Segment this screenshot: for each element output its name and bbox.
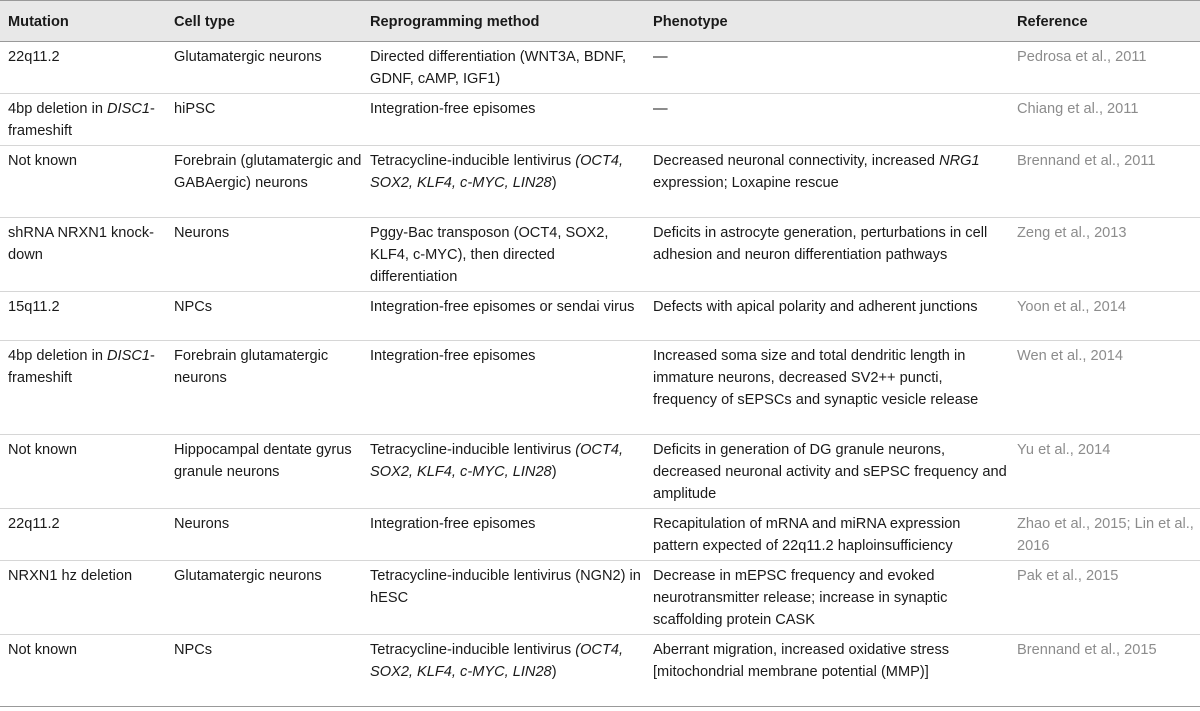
mutation-cell: [0, 94, 166, 146]
reference-cell: Yu et al., 2014: [1009, 435, 1200, 509]
text-segment: Tetracycline-inducible lentivirus: [370, 153, 576, 169]
text-segment: NPCs: [174, 642, 213, 658]
method-cell: [362, 635, 645, 707]
text-segment: Deficits in astrocyte generation, perturbations in cell adhesion and neuron differentiation pathways: [653, 225, 988, 263]
text-segment: —: [653, 101, 668, 117]
reference-cell: Zhao et al., 2015; Lin et al., 2016: [1009, 509, 1200, 561]
reference-cell: Pak et al., 2015: [1009, 561, 1200, 635]
text-segment: Glutamatergic neurons: [174, 568, 322, 584]
text-segment: - frameshift: [8, 101, 155, 139]
table-row: [0, 218, 1200, 292]
text-segment: Hippocampal dentate gyrus granule neurons: [174, 442, 352, 480]
italic-text: (OCT4, SOX2, KLF4, c-MYC, LIN28: [370, 642, 624, 680]
text-segment: Deficits in generation of DG granule neurons, decreased neuronal activity and sEPSC frequency and amplitude: [653, 442, 1007, 502]
text-segment: 15q11.2: [8, 299, 60, 315]
text-segment: Tetracycline-inducible lentivirus: [370, 642, 576, 658]
text-segment: Not known: [8, 153, 77, 169]
text-segment: Recapitulation of mRNA and miRNA expression pattern expected of 22q11.2 haploinsufficiency: [653, 516, 961, 554]
text-segment: Integration-free episomes: [370, 101, 536, 117]
phenotype-cell: [645, 561, 1009, 635]
phenotype-cell: [645, 635, 1009, 707]
table-header: [0, 1, 1200, 42]
header-mutation: Mutation: [0, 1, 166, 42]
method-cell: [362, 42, 645, 94]
text-segment: Decrease in mEPSC frequency and evoked neurotransmitter release; increase in synaptic scaffolding protein CASK: [653, 568, 948, 628]
cell-type-cell: [166, 218, 362, 292]
mutation-cell: [0, 561, 166, 635]
italic-text: NRG1: [939, 153, 980, 169]
phenotype-cell: [645, 42, 1009, 94]
table-row: [0, 341, 1200, 435]
reference-cell: Brennand et al., 2011: [1009, 146, 1200, 218]
header-reference: Reference: [1009, 1, 1200, 42]
mutation-cell: [0, 341, 166, 435]
text-segment: hiPSC: [174, 101, 216, 117]
cell-type-cell: [166, 435, 362, 509]
mutation-cell: [0, 146, 166, 218]
reference-cell: Zeng et al., 2013: [1009, 218, 1200, 292]
table-row: [0, 146, 1200, 218]
text-segment: ): [551, 664, 557, 680]
table-row: [0, 435, 1200, 509]
cell-type-cell: [166, 292, 362, 341]
text-segment: Integration-free episomes: [370, 348, 536, 364]
phenotype-cell: [645, 292, 1009, 341]
text-segment: Aberrant migration, increased oxidative stress [mitochondrial membrane potential (MMP)]: [653, 642, 950, 680]
method-cell: [362, 435, 645, 509]
phenotype-cell: [645, 509, 1009, 561]
text-segment: Not known: [8, 442, 77, 458]
method-cell: [362, 561, 645, 635]
cell-type-cell: [166, 146, 362, 218]
text-segment: 22q11.2: [8, 49, 60, 65]
text-segment: 4bp deletion in: [8, 348, 107, 364]
text-segment: Integration-free episomes or sendai virus: [370, 299, 635, 315]
table-row: [0, 635, 1200, 707]
header-row: [0, 1, 1200, 42]
text-segment: Integration-free episomes: [370, 516, 536, 532]
phenotype-cell: [645, 218, 1009, 292]
header-phenotype: Phenotype: [645, 1, 1009, 42]
text-segment: 22q11.2: [8, 516, 60, 532]
italic-text: (OCT4, SOX2, KLF4, c-MYC, LIN28: [370, 442, 624, 480]
method-cell: [362, 509, 645, 561]
italic-text: (OCT4, SOX2, KLF4, c-MYC, LIN28: [370, 153, 624, 191]
text-segment: expression; Loxapine rescue: [653, 175, 839, 191]
text-segment: 4bp deletion in: [8, 101, 107, 117]
cell-type-cell: [166, 635, 362, 707]
text-segment: Neurons: [174, 516, 230, 532]
text-segment: Tetracycline-inducible lentivirus (NGN2) in hESC: [370, 568, 641, 606]
text-segment: Decreased neuronal connectivity, increased: [653, 153, 940, 169]
cell-type-cell: [166, 94, 362, 146]
table-row: [0, 292, 1200, 341]
cell-type-cell: [166, 509, 362, 561]
text-segment: ): [551, 464, 557, 480]
phenotype-cell: [645, 341, 1009, 435]
text-segment: Defects with apical polarity and adherent junctions: [653, 299, 978, 315]
text-segment: Increased soma size and total dendritic length in immature neurons, decreased SV2++ puncti, frequency of sEPSCs and synaptic vesicle release: [653, 348, 979, 408]
reference-cell: Wen et al., 2014: [1009, 341, 1200, 435]
cell-type-cell: [166, 42, 362, 94]
method-cell: [362, 146, 645, 218]
method-cell: [362, 292, 645, 341]
method-cell: [362, 94, 645, 146]
mutation-cell: [0, 292, 166, 341]
reference-cell: Brennand et al., 2015: [1009, 635, 1200, 707]
text-segment: Glutamatergic neurons: [174, 49, 322, 65]
table-body: [0, 42, 1200, 707]
table-row: [0, 94, 1200, 146]
method-cell: [362, 341, 645, 435]
reference-cell: Chiang et al., 2011: [1009, 94, 1200, 146]
italic-text: DISC1: [107, 348, 150, 364]
reference-cell: Yoon et al., 2014: [1009, 292, 1200, 341]
table-row: [0, 509, 1200, 561]
text-segment: ): [551, 175, 557, 191]
text-segment: shRNA NRXN1 knock-down: [8, 225, 154, 263]
mutation-cell: [0, 218, 166, 292]
text-segment: - frameshift: [8, 348, 155, 386]
phenotype-cell: [645, 94, 1009, 146]
phenotype-cell: [645, 435, 1009, 509]
text-segment: Neurons: [174, 225, 230, 241]
header-reprogramming-method: Reprogramming method: [362, 1, 645, 42]
text-segment: Directed differentiation (WNT3A, BDNF, GDNF, cAMP, IGF1): [370, 49, 627, 87]
table-row: [0, 561, 1200, 635]
cell-type-cell: [166, 561, 362, 635]
table-row: [0, 42, 1200, 94]
text-segment: NPCs: [174, 299, 213, 315]
text-segment: Pggy-Bac transposon (OCT4, SOX2, KLF4, c-MYC), then directed differentiation: [370, 225, 609, 285]
mutation-cell: [0, 435, 166, 509]
phenotype-cell: [645, 146, 1009, 218]
italic-text: DISC1: [107, 101, 150, 117]
text-segment: Tetracycline-inducible lentivirus: [370, 442, 576, 458]
reference-cell: Pedrosa et al., 2011: [1009, 42, 1200, 94]
mutation-cell: [0, 635, 166, 707]
text-segment: Not known: [8, 642, 77, 658]
mutation-cell: [0, 509, 166, 561]
text-segment: —: [653, 49, 668, 65]
mutation-cell: [0, 42, 166, 94]
cell-type-cell: [166, 341, 362, 435]
text-segment: Forebrain glutamatergic neurons: [174, 348, 329, 386]
text-segment: NRXN1 hz deletion: [8, 568, 133, 584]
method-cell: [362, 218, 645, 292]
header-cell-type: Cell type: [166, 1, 362, 42]
text-segment: Forebrain (glutamatergic and GABAergic) neurons: [174, 153, 362, 191]
